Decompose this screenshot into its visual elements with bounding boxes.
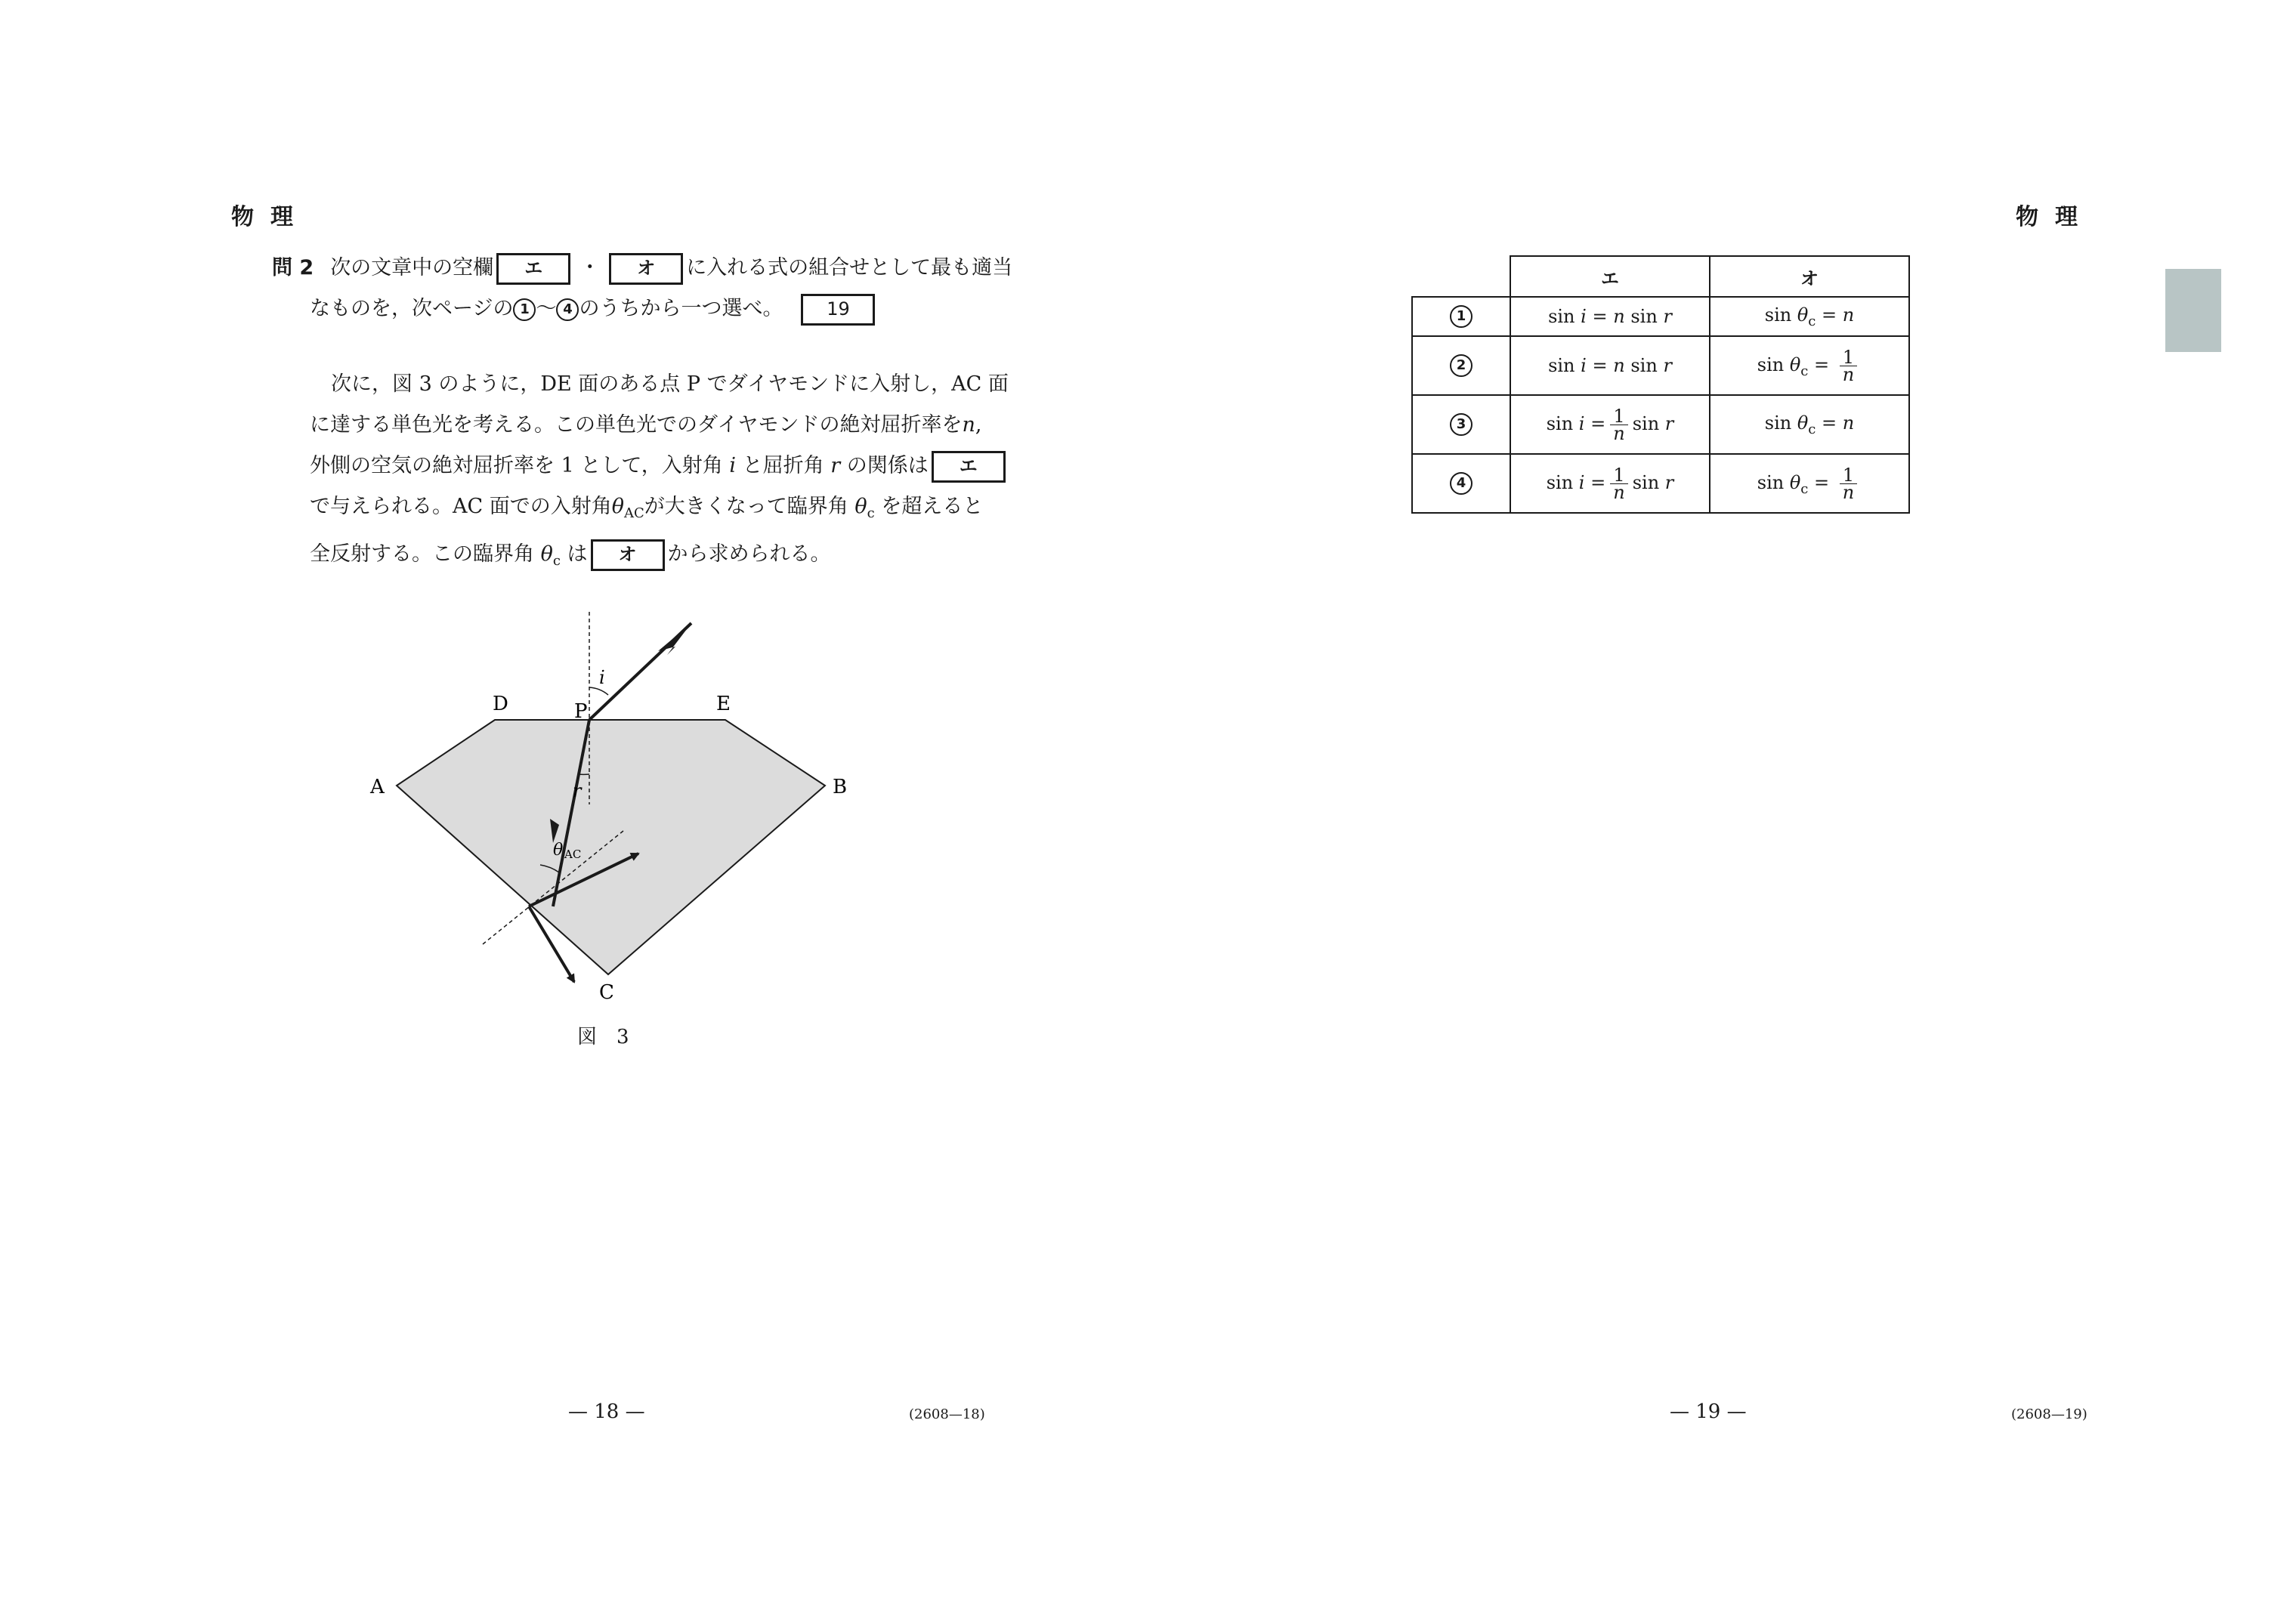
option-row-1: [1412, 297, 1909, 336]
choice-1-icon: 1: [513, 298, 536, 321]
answer-number-box: 19: [801, 294, 875, 326]
label-e: E: [716, 693, 731, 715]
choice-4-icon: 4: [556, 298, 579, 321]
question-line-1: 問 2 次の文章中の空欄 エ ・ オ に入れる式の組合せとして最も適当: [272, 248, 1012, 289]
question-line-2: なものを，次ページの 1 〜 4 のうちから一つ選べ。 19: [310, 289, 878, 329]
label-theta: θ: [553, 841, 564, 860]
fraction: $\frac{1}{n}$: [1610, 467, 1627, 501]
blank-e-inline-box: エ: [932, 451, 1006, 483]
blank-o-inline-box: オ: [591, 539, 665, 571]
fraction: $\frac{1}{n}$: [1840, 467, 1857, 501]
fraction: $\frac{1}{n}$: [1610, 408, 1627, 442]
right-page-number: — 19 —: [1670, 1400, 1747, 1423]
option-e-cell: sin i = $\frac{1}{n}$ sin r: [1510, 454, 1710, 513]
option-o-cell: $\sin \theta_c = n$: [1710, 395, 1909, 454]
answer-options-table: [1411, 255, 1910, 514]
label-theta-sub: AC: [564, 848, 582, 861]
label-b: B: [833, 776, 848, 798]
option-o-cell: $\sin \theta_c$ = $\frac{1}{n}$: [1710, 454, 1909, 513]
angle-i-arc: [589, 687, 608, 695]
label-c: C: [599, 981, 614, 1004]
figure-caption: 図 3: [577, 1026, 629, 1048]
label-r: r: [573, 780, 582, 801]
table-header-row: [1412, 256, 1909, 297]
body-paragraph: 次に，図 3 のように，DE 面のある点 P でダイヤモンドに入射し，AC 面 に達する単色光を考える。この単色光でのダイヤモンドの絶対屈折率をn, 外側の空気の絶対屈折率を 1 として，入射角 i と屈折角 r の関係は エ で与えられる。AC 面での入射角$\theta_{AC}$が大きくなって臨界角 $\theta_c$ を超えると 全反射する。この臨界角 $\theta_c$ は オ から求められる。: [310, 364, 1009, 582]
left-page-header: 物理: [231, 204, 310, 230]
right-page-code: (2608—19): [2011, 1406, 2087, 1422]
option-row-4: [1412, 454, 1909, 513]
label-i: i: [599, 667, 605, 688]
option-o-cell: $\sin \theta_c$ = $\frac{1}{n}$: [1710, 336, 1909, 395]
label-p: P: [574, 700, 588, 723]
col-header-o: オ: [1710, 256, 1909, 297]
question-label: 問 2: [272, 256, 314, 279]
option-e-cell: sin i = n sin r: [1510, 297, 1710, 336]
col-header-e: エ: [1510, 256, 1710, 297]
option-e-cell: sin i = $\frac{1}{n}$ sin r: [1510, 395, 1710, 454]
option-row-2: [1412, 336, 1909, 395]
label-a: A: [370, 776, 385, 798]
label-d: D: [493, 693, 508, 715]
left-page-code: (2608—18): [909, 1406, 985, 1422]
right-page-header: 物理: [2016, 204, 2094, 230]
section-tab: [2165, 269, 2221, 352]
figure-3-diamond: [348, 604, 876, 1027]
option-e-cell: sin i = n sin r: [1510, 336, 1710, 395]
diamond-shape: [397, 720, 825, 974]
fraction: $\frac{1}{n}$: [1840, 349, 1857, 383]
option-number-icon: 3: [1450, 413, 1473, 436]
left-page-number: — 18 —: [568, 1400, 645, 1423]
option-number-icon: 4: [1450, 472, 1473, 495]
option-o-cell: $\sin \theta_c = n$: [1710, 297, 1909, 336]
option-number-icon: 2: [1450, 354, 1473, 377]
blank-o-box: オ: [609, 253, 683, 285]
option-number-icon: 1: [1450, 305, 1473, 328]
option-row-3: [1412, 395, 1909, 454]
blank-e-box: エ: [496, 253, 570, 285]
